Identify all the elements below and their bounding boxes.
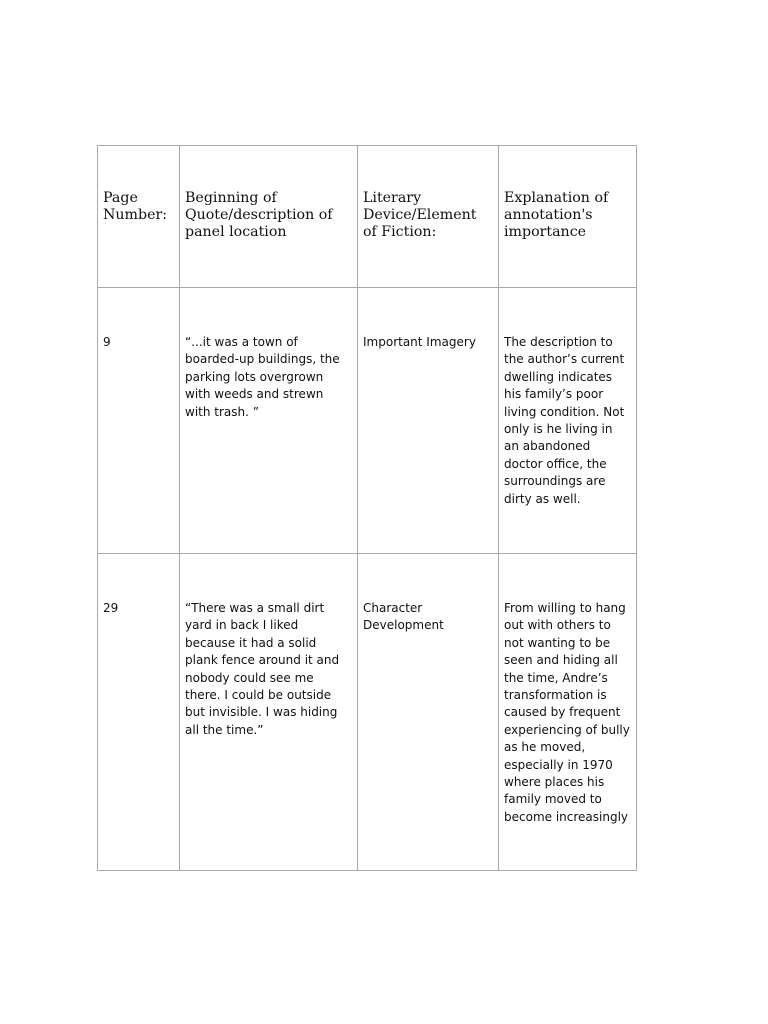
cell-literary-device: Character Development	[358, 554, 499, 871]
table-row	[98, 288, 637, 554]
cell-explanation: The description to the author’s current dwelling indicates his family’s poor living condition. Not only is he living in an abandoned doctor office, the surroundings are dirty as well.	[499, 288, 637, 554]
cell-explanation: From willing to hang out with others to not wanting to be seen and hiding all the time, Andre’s transformation is caused by frequent experiencing of bully as he moved, especially in 1970 where places his family moved to become increasingly	[499, 554, 637, 871]
cell-quote: “There was a small dirt yard in back I liked because it had a solid plank fence around it and nobody could see me there. I could be outside but invisible. I was hiding all the time.”	[180, 554, 358, 871]
header-page-number: Page Number:	[98, 146, 180, 288]
header-explanation: Explanation of annotation's importance	[499, 146, 637, 288]
header-literary-device: Literary Device/Element of Fiction:	[358, 146, 499, 288]
cell-literary-device: Important Imagery	[358, 288, 499, 554]
table-row	[98, 554, 637, 871]
annotation-table	[97, 145, 637, 871]
cell-quote: “...it was a town of boarded-up buildings, the parking lots overgrown with weeds and strewn with trash. ”	[180, 288, 358, 554]
cell-page-number: 29	[98, 554, 180, 871]
table-header-row	[98, 146, 637, 288]
header-quote: Beginning of Quote/description of panel location	[180, 146, 358, 288]
cell-page-number: 9	[98, 288, 180, 554]
